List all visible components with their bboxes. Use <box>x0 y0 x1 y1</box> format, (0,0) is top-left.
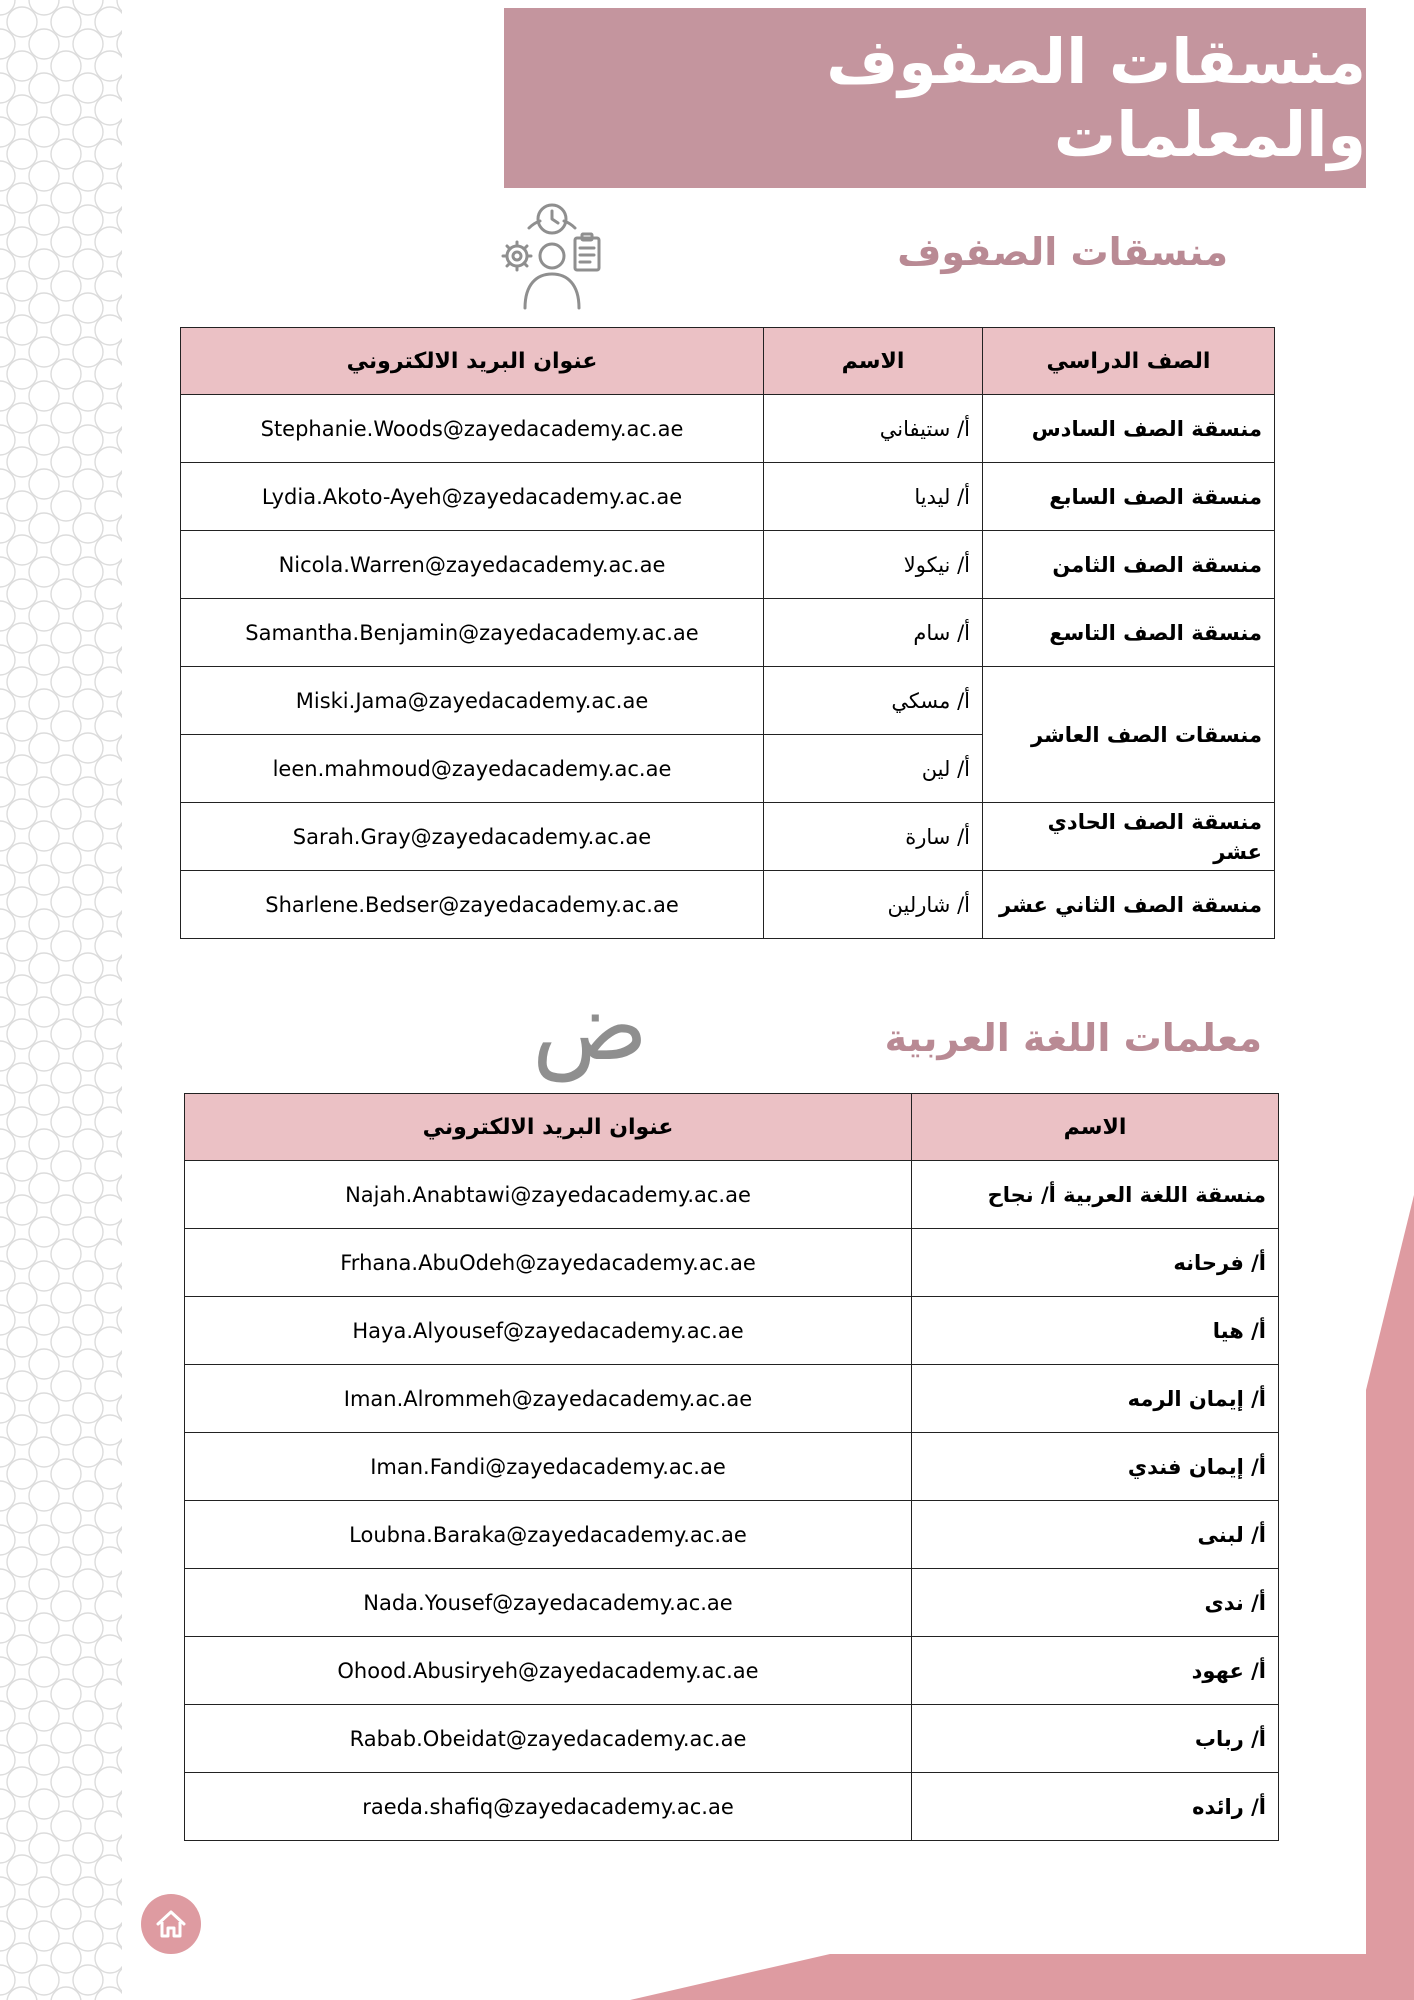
table-row <box>181 871 1275 939</box>
arabic-teachers-table <box>184 1093 1279 1841</box>
email-cell: Iman.Fandi@zayedacademy.ac.ae <box>185 1433 912 1501</box>
email-cell: Frhana.AbuOdeh@zayedacademy.ac.ae <box>185 1229 912 1297</box>
email-cell: Rabab.Obeidat@zayedacademy.ac.ae <box>185 1705 912 1773</box>
name-cell: أ/ رائده <box>912 1773 1279 1841</box>
header-email: عنوان البريد الالكتروني <box>181 328 764 395</box>
table-row <box>185 1161 1279 1229</box>
email-cell: Iman.Alrommeh@zayedacademy.ac.ae <box>185 1365 912 1433</box>
grade-cell: منسقة الصف الحادي عشر <box>983 803 1275 871</box>
table-row <box>185 1365 1279 1433</box>
grade-cell: منسقة الصف التاسع <box>983 599 1275 667</box>
title-banner <box>504 8 1366 188</box>
grade-cell: منسقة الصف الثامن <box>983 531 1275 599</box>
table-row <box>181 803 1275 871</box>
email-cell: leen.mahmoud@zayedacademy.ac.ae <box>181 735 764 803</box>
email-cell: Ohood.Abusiryeh@zayedacademy.ac.ae <box>185 1637 912 1705</box>
grade-cell: منسقات الصف العاشر <box>983 667 1275 803</box>
name-cell: أ/ رباب <box>912 1705 1279 1773</box>
name-cell: أ/ ليديا <box>764 463 983 531</box>
table-header-row <box>181 328 1275 395</box>
page-title: منسقات الصفوف والمعلمات <box>826 25 1366 171</box>
decorative-pattern-strip <box>0 0 122 2000</box>
email-cell: Sharlene.Bedser@zayedacademy.ac.ae <box>181 871 764 939</box>
name-cell: أ/ ندى <box>912 1569 1279 1637</box>
email-cell: Miski.Jama@zayedacademy.ac.ae <box>181 667 764 735</box>
email-cell: Nicola.Warren@zayedacademy.ac.ae <box>181 531 764 599</box>
name-cell: منسقة اللغة العربية أ/ نجاح <box>912 1161 1279 1229</box>
header-name: الاسم <box>912 1094 1279 1161</box>
arabic-letter-icon: ض <box>532 970 649 1082</box>
header-name: الاسم <box>764 328 983 395</box>
email-cell: Nada.Yousef@zayedacademy.ac.ae <box>185 1569 912 1637</box>
email-cell: Sarah.Gray@zayedacademy.ac.ae <box>181 803 764 871</box>
name-cell: أ/ إيمان فندي <box>912 1433 1279 1501</box>
email-cell: Stephanie.Woods@zayedacademy.ac.ae <box>181 395 764 463</box>
coordinator-icon <box>497 200 607 312</box>
table-row <box>181 463 1275 531</box>
table-row <box>185 1569 1279 1637</box>
email-cell: Haya.Alyousef@zayedacademy.ac.ae <box>185 1297 912 1365</box>
name-cell: أ/ إيمان الرمه <box>912 1365 1279 1433</box>
table-row <box>185 1501 1279 1569</box>
email-cell: Samantha.Benjamin@zayedacademy.ac.ae <box>181 599 764 667</box>
name-cell: أ/ لين <box>764 735 983 803</box>
home-icon <box>154 1907 188 1941</box>
email-cell: raeda.shafiq@zayedacademy.ac.ae <box>185 1773 912 1841</box>
home-button[interactable] <box>141 1894 201 1954</box>
name-cell: أ/ شارلين <box>764 871 983 939</box>
table-row <box>185 1433 1279 1501</box>
table-row <box>185 1705 1279 1773</box>
table-row <box>181 599 1275 667</box>
header-grade: الصف الدراسي <box>983 328 1275 395</box>
name-cell: أ/ هيا <box>912 1297 1279 1365</box>
name-cell: أ/ مسكي <box>764 667 983 735</box>
table-row <box>185 1229 1279 1297</box>
grade-cell: منسقة الصف السابع <box>983 463 1275 531</box>
grade-cell: منسقة الصف الثاني عشر <box>983 871 1275 939</box>
name-cell: أ/ سام <box>764 599 983 667</box>
name-cell: أ/ سارة <box>764 803 983 871</box>
decorative-bottom-shape <box>630 1954 1414 2000</box>
decorative-corner-shape <box>1366 1195 1414 2000</box>
name-cell: أ/ لبنى <box>912 1501 1279 1569</box>
email-cell: Najah.Anabtawi@zayedacademy.ac.ae <box>185 1161 912 1229</box>
table-row <box>185 1297 1279 1365</box>
grade-coordinators-table <box>180 327 1275 939</box>
table-row <box>181 531 1275 599</box>
table-header-row <box>185 1094 1279 1161</box>
table-row <box>185 1773 1279 1841</box>
table-row <box>181 395 1275 463</box>
header-email: عنوان البريد الالكتروني <box>185 1094 912 1161</box>
section-heading-arabic-teachers: معلمات اللغة العربية <box>884 1016 1262 1060</box>
email-cell: Lydia.Akoto-Ayeh@zayedacademy.ac.ae <box>181 463 764 531</box>
name-cell: أ/ فرحانه <box>912 1229 1279 1297</box>
name-cell: أ/ عهود <box>912 1637 1279 1705</box>
grade-cell: منسقة الصف السادس <box>983 395 1275 463</box>
table-row <box>181 667 1275 735</box>
table-row <box>185 1637 1279 1705</box>
email-cell: Loubna.Baraka@zayedacademy.ac.ae <box>185 1501 912 1569</box>
name-cell: أ/ نيكولا <box>764 531 983 599</box>
section-heading-grade-coordinators: منسقات الصفوف <box>897 230 1228 274</box>
name-cell: أ/ ستيفاني <box>764 395 983 463</box>
